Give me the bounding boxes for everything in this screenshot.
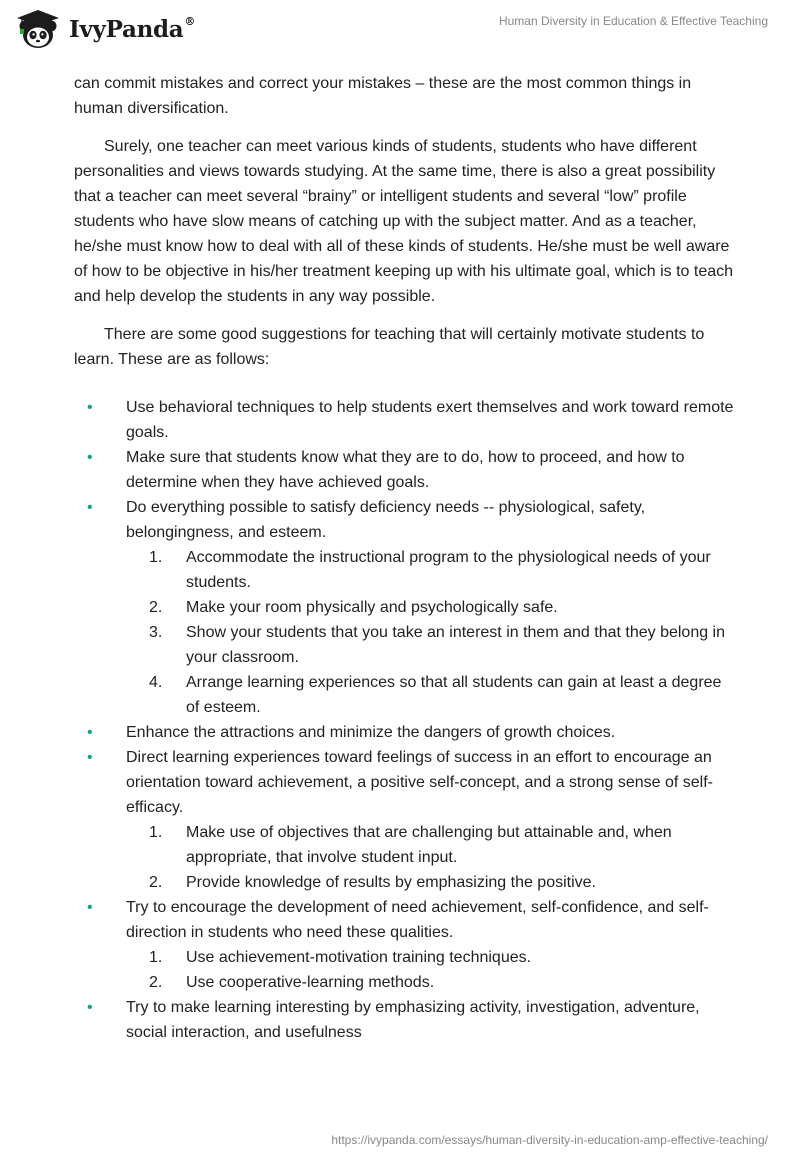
sub-item-number: 3.	[149, 624, 163, 641]
essay-body	[74, 71, 734, 1045]
bullet-icon: •	[87, 399, 93, 416]
sub-item-number: 4.	[149, 674, 163, 691]
source-url[interactable]: https://ivypanda.com/essays/human-diversity-in-education-amp-effective-teaching/	[331, 1133, 768, 1147]
sub-list	[126, 545, 734, 720]
list-item-text: Use behavioral techniques to help students exert themselves and work toward remote goals.	[126, 399, 734, 441]
bullet-icon: •	[87, 749, 93, 766]
paragraph-1: can commit mistakes and correct your mistakes – these are the most common things in human diversification.	[74, 75, 692, 117]
list-item-text: Try to encourage the development of need achievement, self-confidence, and self-direction in students who need these qualities.	[126, 899, 709, 941]
sub-item-number: 2.	[149, 874, 163, 891]
list-item	[74, 720, 734, 745]
list-item-text: Make sure that students know what they are to do, how to proceed, and how to determine when they have achieved goals.	[126, 449, 685, 491]
sub-item-text: Show your students that you take an interest in them and that they belong in your classroom.	[186, 624, 726, 666]
sub-list	[126, 945, 734, 995]
list-item	[74, 395, 734, 445]
list-item-text: Try to make learning interesting by emphasizing activity, investigation, adventure, social interaction, and usefulness	[126, 999, 700, 1041]
sub-list-item	[126, 870, 734, 895]
sub-list-item	[126, 545, 734, 595]
sub-item-text: Make use of objectives that are challenging but attainable and, when appropriate, that involve student input.	[186, 824, 672, 866]
list-item-text: Direct learning experiences toward feelings of success in an effort to encourage an orientation toward achievement, a positive self-concept, and a strong sense of self-efficacy.	[126, 749, 713, 816]
sub-item-text: Arrange learning experiences so that all students can gain at least a degree of esteem.	[186, 674, 722, 716]
sub-item-number: 1.	[149, 824, 163, 841]
bullet-icon: •	[87, 999, 93, 1016]
sub-list-item	[126, 820, 734, 870]
list-item	[74, 445, 734, 495]
sub-list-item	[126, 670, 734, 720]
sub-item-number: 2.	[149, 974, 163, 991]
ivypanda-logo[interactable]	[14, 8, 195, 50]
sub-item-text: Use cooperative-learning methods.	[186, 974, 435, 991]
sub-item-text: Accommodate the instructional program to the physiological needs of your students.	[186, 549, 711, 591]
sub-list-item	[126, 945, 734, 970]
sub-item-number: 1.	[149, 549, 163, 566]
paragraph-3: There are some good suggestions for teaching that will certainly motivate students to learn. These are as follows:	[74, 326, 705, 368]
sub-list-item	[126, 595, 734, 620]
list-item	[74, 495, 734, 720]
panda-graduate-icon	[14, 8, 64, 50]
list-item	[74, 745, 734, 895]
list-item	[74, 995, 734, 1045]
list-item	[74, 895, 734, 995]
paragraph-2: Surely, one teacher can meet various kinds of students, students who have different personalities and views towards studying. At the same time, there is also a great possibility that a teacher can meet several “brainy” or intelligent students and several “low” profile students who have slow means of catching up with the subject matter. And as a teacher, he/she must know how to deal with all of these kinds of students. He/she must be well aware of how to be objective in his/her treatment keeping up with his ultimate goal, which is to teach and help develop the students in any way possible.	[74, 138, 734, 305]
page-header	[0, 0, 800, 60]
bullet-icon: •	[87, 449, 93, 466]
list-item-text: Do everything possible to satisfy deficiency needs -- physiological, safety, belongingness, and esteem.	[126, 499, 646, 541]
sub-list-item	[126, 970, 734, 995]
sub-list-item	[126, 620, 734, 670]
sub-item-text: Provide knowledge of results by emphasizing the positive.	[186, 874, 596, 891]
sub-item-number: 1.	[149, 949, 163, 966]
suggestions-list	[74, 395, 734, 1045]
list-item-text: Enhance the attractions and minimize the dangers of growth choices.	[126, 724, 616, 741]
bullet-icon: •	[87, 499, 93, 516]
sub-item-number: 2.	[149, 599, 163, 616]
sub-item-text: Use achievement-motivation training techniques.	[186, 949, 532, 966]
bullet-icon: •	[87, 899, 93, 916]
bullet-icon: •	[87, 724, 93, 741]
logo-text: IvyPanda®	[69, 14, 196, 43]
sub-list	[126, 820, 734, 895]
document-title: Human Diversity in Education & Effective Teaching	[498, 14, 768, 28]
sub-item-text: Make your room physically and psychologically safe.	[186, 599, 558, 616]
